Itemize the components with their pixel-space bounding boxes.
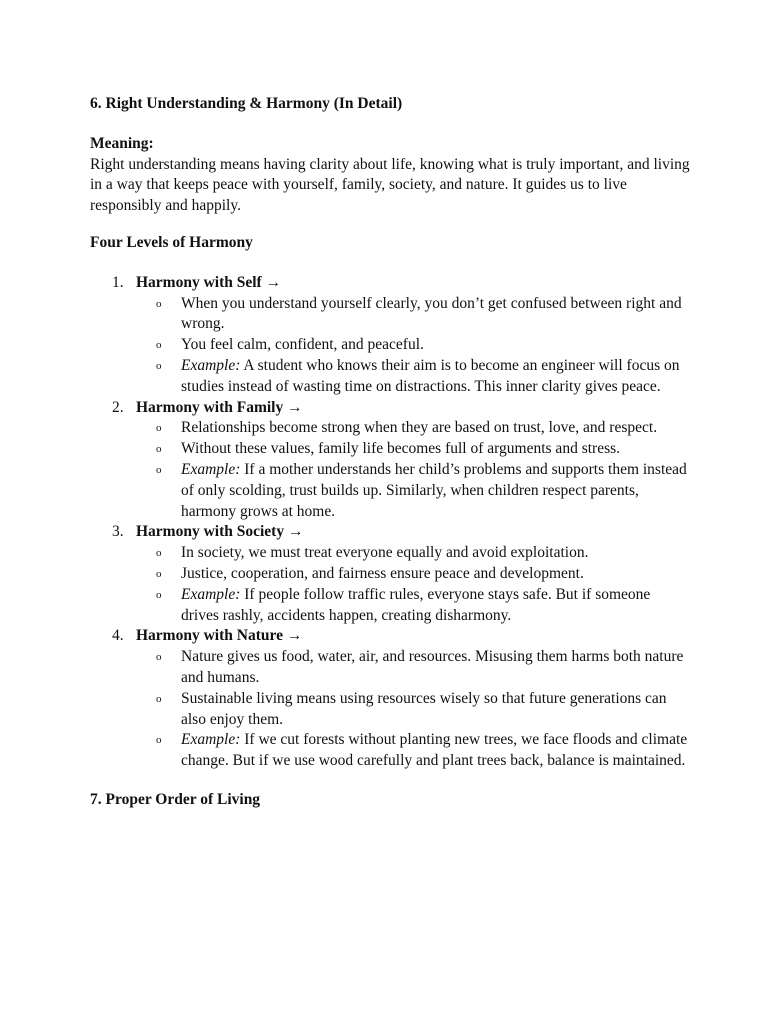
point-item [136, 356, 690, 398]
bullet-icon: o [156, 443, 162, 456]
point-item [136, 564, 690, 585]
level-item-nature [90, 626, 690, 772]
point-text: If people follow traffic rules, everyone stays safe. But if someone drives rashly, accidents happen, creating disharmony. [181, 585, 651, 624]
point-item [136, 647, 690, 689]
point-text: In society, we must treat everyone equally and avoid exploitation. [181, 544, 589, 562]
bullet-icon: o [156, 359, 162, 372]
level-number: 2. [112, 398, 124, 416]
bullet-icon: o [156, 734, 162, 747]
point-item [136, 460, 690, 522]
bullet-icon: o [156, 547, 162, 560]
level-number: 4. [112, 627, 124, 645]
point-text: Relationships become strong when they are based on trust, love, and respect. [181, 419, 658, 437]
point-item [136, 335, 690, 356]
harmony-levels-list [90, 273, 690, 772]
point-item [136, 585, 690, 627]
point-text: If we cut forests without planting new trees, we face floods and climate change. But if we use wood carefully and plant trees back, balance is maintained. [181, 731, 688, 770]
level-points [136, 418, 690, 522]
bullet-icon: o [156, 339, 162, 352]
point-item [136, 418, 690, 439]
level-item-self [90, 273, 690, 398]
level-points [136, 543, 690, 626]
meaning-text: Right understanding means having clarity about life, knowing what is truly important, and living in a way that keeps peace with yourself, family, society, and nature. It guides us to live responsibly and happily. [90, 155, 690, 215]
example-label: Example: [181, 585, 241, 603]
bullet-icon: o [156, 692, 162, 705]
section-6-title: 6. Right Understanding & Harmony (In Detail) [90, 95, 403, 112]
point-item [136, 439, 690, 460]
bullet-icon: o [156, 588, 162, 601]
level-title: Harmony with Nature → [136, 627, 303, 645]
level-title: Harmony with Family → [136, 398, 303, 416]
level-item-family [90, 398, 690, 523]
bullet-icon: o [156, 651, 162, 664]
point-item [136, 689, 690, 731]
level-points [136, 294, 690, 398]
point-item [136, 294, 690, 336]
point-text: Nature gives us food, water, air, and resources. Misusing them harms both nature and humans. [181, 648, 684, 686]
bullet-icon: o [156, 297, 162, 310]
example-label: Example: [181, 460, 241, 478]
point-text: You feel calm, confident, and peaceful. [181, 336, 424, 354]
example-label: Example: [181, 356, 241, 374]
point-item [136, 730, 690, 772]
meaning-label: Meaning: [90, 134, 154, 152]
bullet-icon: o [156, 567, 162, 580]
point-text: Without these values, family life becomes full of arguments and stress. [181, 440, 621, 458]
bullet-icon: o [156, 463, 162, 476]
level-item-society [90, 522, 690, 626]
point-text: If a mother understands her child’s problems and supports them instead of only scolding, trust builds up. Similarly, when children respect parents, harmony grows at home. [181, 460, 687, 520]
level-title: Harmony with Self → [136, 273, 282, 291]
levels-heading: Four Levels of Harmony [90, 233, 253, 251]
bullet-icon: o [156, 422, 162, 435]
level-points [136, 647, 690, 772]
point-text: Justice, cooperation, and fairness ensure peace and development. [181, 564, 584, 582]
point-text: Sustainable living means using resources wisely so that future generations can also enjoy them. [181, 689, 667, 728]
point-item [136, 543, 690, 564]
document-page [90, 94, 690, 811]
point-text: A student who knows their aim is to become an engineer will focus on studies instead of wasting time on distractions. This inner clarity gives peace. [181, 356, 680, 395]
level-title: Harmony with Society → [136, 523, 304, 541]
point-text: When you understand yourself clearly, you don’t get confused between right and wrong. [181, 294, 682, 333]
level-number: 3. [112, 523, 124, 541]
level-number: 1. [112, 273, 124, 291]
section-7-title: 7. Proper Order of Living [90, 790, 261, 808]
example-label: Example: [181, 731, 241, 749]
